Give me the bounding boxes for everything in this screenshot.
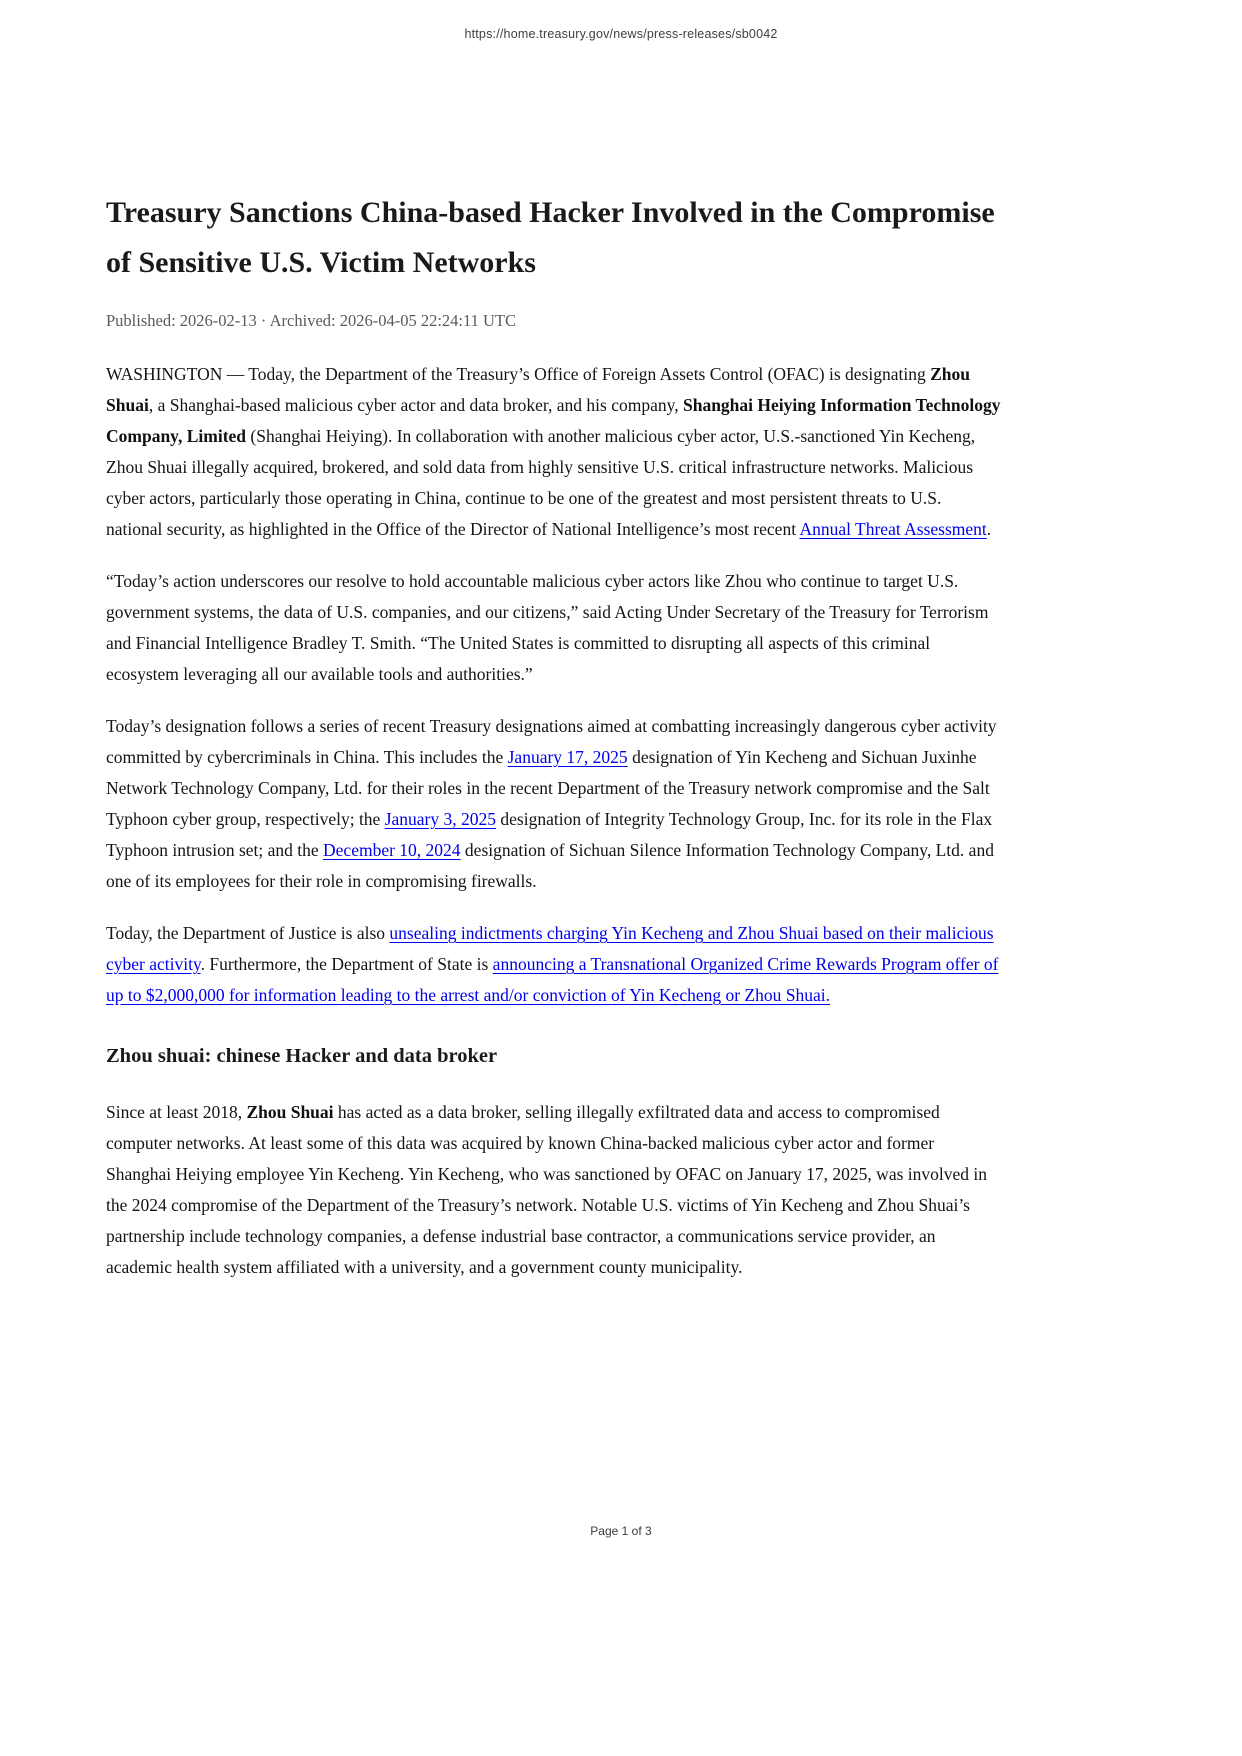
inline-link[interactable]: January 3, 2025 bbox=[384, 809, 497, 829]
paragraph bbox=[106, 1097, 1002, 1283]
inline-link[interactable]: December 10, 2024 bbox=[323, 840, 461, 860]
page-title: Treasury Sanctions China-based Hacker Involved in the Compromise of Sensitive U.S. Victim Networks bbox=[106, 196, 995, 279]
paragraph bbox=[106, 711, 1002, 897]
article-body bbox=[106, 359, 1002, 1283]
text-run: . Furthermore, the Department of State is bbox=[200, 954, 493, 974]
page-footer: Page 1 of 3 bbox=[590, 1524, 652, 1538]
text-run: (Shanghai Heiying). In collaboration with another malicious cyber actor, U.S.-sanctioned Yin Kecheng, Zhou Shuai illegally acquired, brokered, and sold data from highly sensitive U.S. critical infrastructure networks. Malicious cyber actors, particularly those operating in China, continue to be one of the greatest and most persistent threats to U.S. national security, as highlighted in the Office of the Director of National Intelligence’s most recent bbox=[106, 426, 976, 539]
text-run: designation of Sichuan Silence Information Technology Company, Ltd. and one of its employees for their role in compromising firewalls. bbox=[106, 840, 994, 891]
published-line: Published: 2026-02-13 · Archived: 2026-04-05 22:24:11 UTC bbox=[106, 311, 517, 330]
text-run: Today’s designation follows a series of recent Treasury designations aimed at combatting increasingly dangerous cyber activity committed by cybercriminals in China. This includes the bbox=[106, 716, 997, 767]
text-run: designation of Yin Kecheng and Sichuan Juxinhe Network Technology Company, Ltd. for their roles in the recent Department of the Treasury network compromise and the Salt Typhoon cyber group, respectively; the bbox=[106, 747, 990, 829]
text-run: WASHINGTON — Today, the Department of the Treasury’s Office of Foreign Assets Control (OFAC) is designating bbox=[106, 364, 931, 384]
inline-link[interactable]: January 17, 2025 bbox=[507, 747, 628, 767]
article bbox=[106, 188, 1002, 1304]
paragraph bbox=[106, 566, 1002, 690]
url-header: https://home.treasury.gov/news/press-releases/sb0042 bbox=[464, 27, 778, 41]
bold-text: Zhou Shuai bbox=[246, 1102, 334, 1122]
text-run: Today, the Department of Justice is also bbox=[106, 923, 390, 943]
text-run: Zhou shuai: chinese Hacker and data broker bbox=[106, 1045, 498, 1067]
bold-text: Zhou Shuai bbox=[106, 364, 970, 415]
paragraph bbox=[106, 918, 1002, 1011]
text-run: , a Shanghai-based malicious cyber actor and data broker, and his company, bbox=[148, 395, 683, 415]
text-run: . bbox=[986, 519, 992, 539]
inline-link[interactable]: announcing a Transnational Organized Crime Rewards Program offer of up to $2,000,000 for information leading to the arrest and/or conviction of Yin Kecheng or Zhou Shuai. bbox=[106, 954, 999, 1005]
text-run: Since at least 2018, bbox=[106, 1102, 247, 1122]
bold-text: Shanghai Heiying Information Technology Company, Limited bbox=[106, 395, 1001, 446]
section-heading bbox=[106, 1042, 1002, 1070]
inline-link[interactable]: Annual Threat Assessment bbox=[799, 519, 987, 539]
inline-link[interactable]: unsealing indictments charging Yin Kecheng and Zhou Shuai based on their malicious cyber activity bbox=[106, 923, 994, 974]
paragraph bbox=[106, 359, 1002, 545]
text-run: has acted as a data broker, selling illegally exfiltrated data and access to compromised computer networks. At least some of this data was acquired by known China-backed malicious cyber actor and former Shanghai Heiying employee Yin Kecheng. Yin Kecheng, who was sanctioned by OFAC on January 17, 2025, was involved in the 2024 compromise of the Department of the Treasury’s network. Notable U.S. victims of Yin Kecheng and Zhou Shuai’s partnership include technology companies, a defense industrial base contractor, a communications service provider, an academic health system affiliated with a university, and a government county municipality. bbox=[106, 1102, 987, 1277]
text-run: “Today’s action underscores our resolve to hold accountable malicious cyber actors like Zhou who continue to target U.S. government systems, the data of U.S. companies, and our citizens,” said Acting Under Secretary of the Treasury for Terrorism and Financial Intelligence Bradley T. Smith. “The United States is committed to disrupting all aspects of this criminal ecosystem leveraging all our available tools and authorities.” bbox=[106, 571, 989, 684]
text-run: designation of Integrity Technology Group, Inc. for its role in the Flax Typhoon intrusion set; and the bbox=[106, 809, 993, 860]
